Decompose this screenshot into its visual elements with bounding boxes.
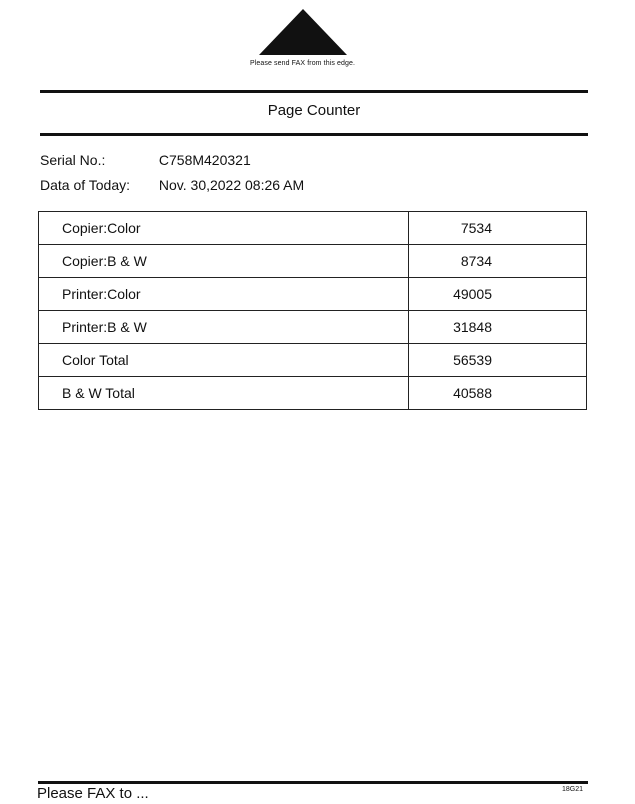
counter-value: 40588 [409,377,587,410]
table-row [39,278,587,311]
counter-name: Copier:Color [39,212,409,245]
header-bottom-rule [40,133,588,136]
feed-direction-triangle-icon [258,8,348,56]
counter-value: 7534 [409,212,587,245]
form-code: 18G21 [562,786,584,793]
serial-label: Serial No.: [40,152,106,168]
table-row [39,377,587,410]
fax-edge-note: Please send FAX from this edge. [249,60,356,67]
counter-value: 8734 [409,245,587,278]
counter-value: 31848 [409,311,587,344]
date-value: Nov. 30,2022 08:26 AM [158,177,305,193]
counter-value: 56539 [409,344,587,377]
serial-value: C758M420321 [158,152,251,168]
counter-name: Color Total [39,344,409,377]
triangle-up-icon [258,8,348,56]
counter-table [38,211,587,410]
header-top-rule [40,90,588,93]
counter-name: B & W Total [39,377,409,410]
counter-name: Copier:B & W [39,245,409,278]
page-title: Page Counter [267,102,361,119]
counter-name: Printer:B & W [39,311,409,344]
footer-rule [38,781,588,784]
serial-row [40,152,251,168]
counter-name: Printer:Color [39,278,409,311]
table-row [39,245,587,278]
table-row [39,311,587,344]
fax-to-label: Please FAX to ... [37,785,149,802]
date-label: Data of Today: [40,177,131,193]
table-row [39,344,587,377]
table-row [39,212,587,245]
date-row [40,177,304,193]
counter-value: 49005 [409,278,587,311]
